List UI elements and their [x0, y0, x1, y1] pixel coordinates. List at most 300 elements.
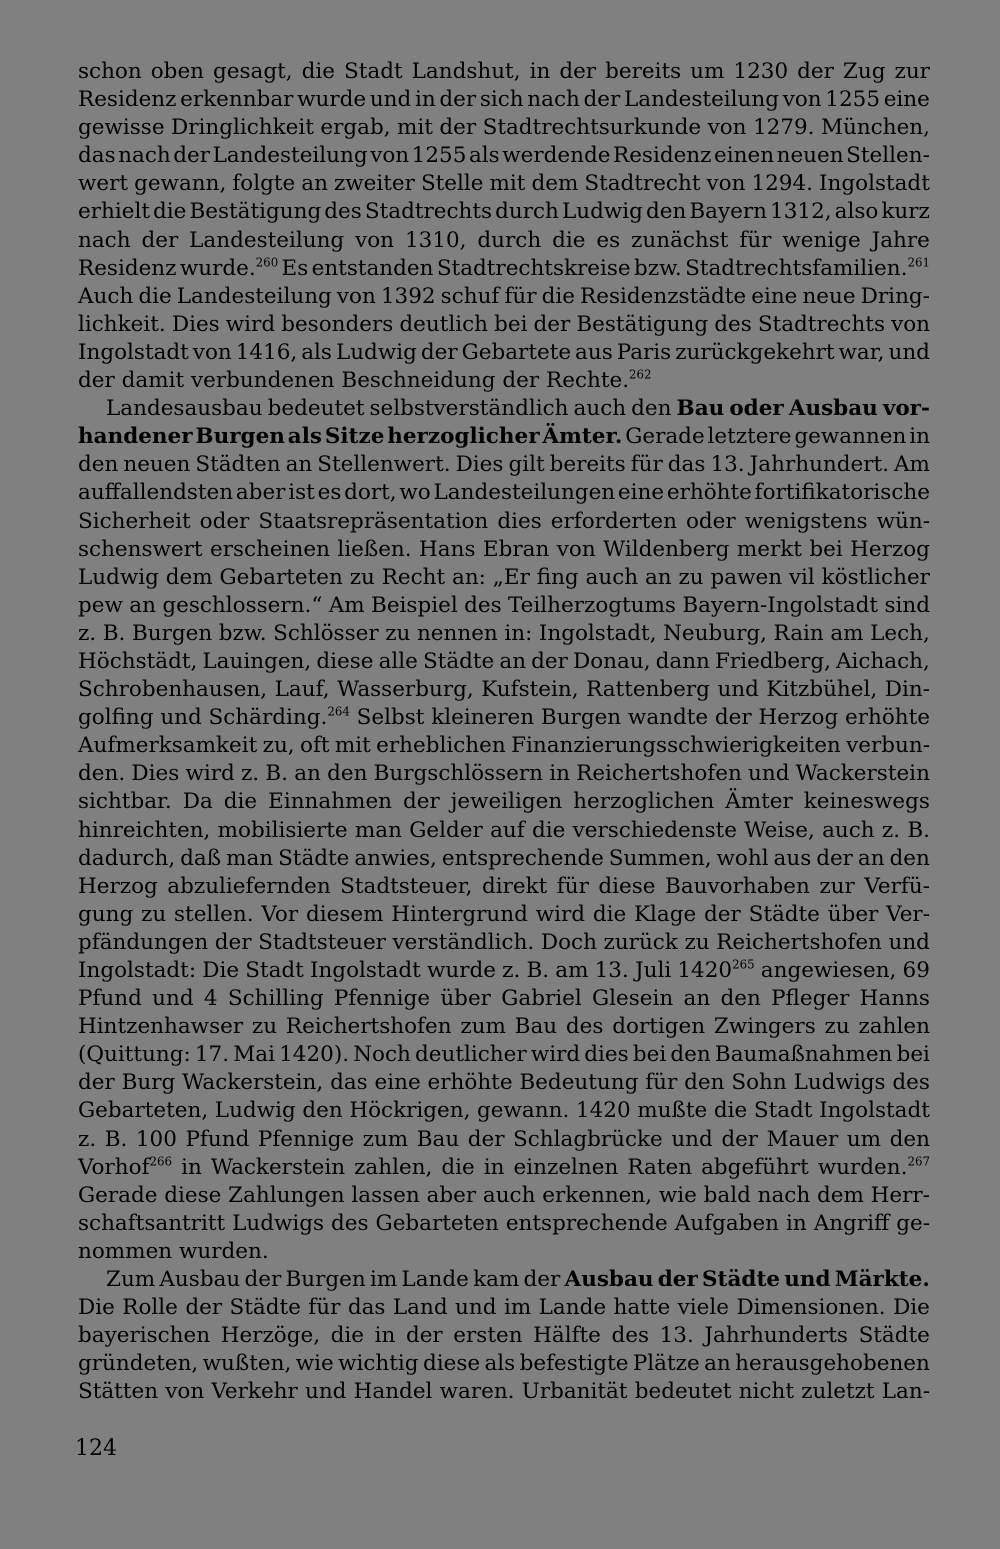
word: anwies,: [354, 845, 437, 871]
word: der: [704, 901, 741, 927]
word: der: [657, 1267, 698, 1293]
word: die: [441, 1154, 475, 1180]
word: Am: [328, 592, 365, 618]
word: vil: [788, 564, 815, 590]
word: mit: [489, 171, 526, 197]
footnote-ref: 266: [149, 1154, 173, 1169]
word: und: [784, 1267, 831, 1293]
word: für: [739, 227, 772, 253]
word: Kufstein,: [481, 677, 579, 703]
word: Recht: [381, 564, 446, 590]
text-line: [78, 760, 930, 788]
word: an: [301, 171, 328, 197]
text-line: [78, 114, 930, 142]
word: Städten: [195, 452, 281, 478]
word: an: [683, 986, 711, 1012]
word: bereits: [605, 59, 682, 84]
text-line: [78, 255, 930, 283]
word: zu: [141, 901, 167, 927]
word: erkennbar: [180, 87, 294, 113]
word: Lauf,: [274, 677, 330, 703]
text-line: [78, 1294, 930, 1322]
word: aus: [773, 845, 812, 871]
word: Pfennige: [257, 1126, 355, 1152]
word: gewann.: [477, 1098, 570, 1124]
word: die: [541, 283, 575, 309]
word: Gerade: [78, 1182, 158, 1208]
text-line: [78, 1097, 930, 1125]
word: Stadt: [753, 1098, 813, 1124]
word: Gabriel: [501, 986, 582, 1012]
text-line: [78, 1266, 930, 1294]
word: ersten: [453, 1323, 523, 1349]
word: und: [748, 761, 790, 787]
word: Die: [202, 958, 240, 983]
word: der: [816, 845, 853, 871]
word: die: [552, 227, 586, 253]
word: befestigte: [519, 1351, 629, 1377]
word: eine: [883, 87, 930, 113]
word: 13.: [710, 452, 745, 478]
word: fing: [536, 564, 579, 590]
word: wandte: [627, 705, 709, 731]
word: wußten,: [202, 1351, 292, 1377]
word: von: [355, 227, 395, 253]
word: Dies: [171, 311, 220, 337]
word: als: [287, 424, 322, 450]
word: den: [645, 199, 687, 225]
word: der: [523, 1267, 561, 1293]
footnote-ref: 262: [629, 367, 652, 382]
word: wird: [535, 901, 586, 927]
word: Kitzbühel,: [766, 677, 878, 703]
word: Burgen: [285, 1267, 366, 1293]
text-line: [78, 170, 930, 198]
word: z.: [240, 761, 260, 787]
word: nach: [78, 227, 131, 253]
word: als: [301, 339, 332, 365]
word: den: [684, 1070, 725, 1096]
word: gung: [78, 901, 134, 927]
word: lassen: [351, 1182, 420, 1208]
word: von: [891, 311, 930, 337]
word: Verfü-: [864, 873, 930, 899]
word: von: [556, 536, 596, 562]
word: den: [327, 761, 368, 787]
word: Da: [182, 789, 213, 815]
word: selbstverständlich: [369, 396, 569, 422]
word: Höckrigen,: [349, 1098, 471, 1124]
text-line: [78, 1182, 930, 1210]
word: die: [138, 283, 172, 309]
word: für: [645, 1070, 678, 1096]
word: Dimensionen.: [736, 1295, 886, 1321]
word: Plätze: [632, 1351, 700, 1377]
text-line: [78, 479, 930, 507]
text-line: [78, 704, 930, 732]
word: zur: [894, 59, 930, 84]
word: wohl: [716, 845, 769, 871]
word: Landesteilung: [212, 143, 368, 169]
word: Zug: [842, 59, 886, 84]
word: zurückgekehrt: [675, 339, 835, 365]
word: eine: [751, 283, 798, 309]
word: von: [370, 143, 410, 169]
word: Ludwig: [214, 1098, 296, 1124]
word: der: [141, 227, 179, 253]
word: von: [706, 171, 746, 197]
word: zum: [362, 1126, 409, 1152]
word: neue: [802, 283, 856, 309]
word: der: [531, 648, 568, 674]
word: Ludwigs: [793, 1070, 886, 1096]
word: z.: [881, 817, 901, 843]
word: ge-: [896, 1210, 930, 1236]
word: und: [671, 1126, 713, 1152]
word: der: [721, 1126, 759, 1152]
word: entsprechende: [505, 1210, 668, 1236]
word: dem: [531, 171, 579, 197]
word: zahlen: [858, 1014, 930, 1040]
text-line: [78, 339, 930, 367]
word: der: [583, 87, 621, 113]
word: nicht: [738, 1379, 794, 1405]
word: zunächst: [631, 227, 729, 253]
word: bzw.: [218, 620, 267, 646]
word: Pfleger: [771, 986, 850, 1012]
text-line: [78, 86, 930, 114]
word: Am: [894, 452, 930, 478]
word: dortigen: [612, 1014, 706, 1040]
word: an: [704, 1351, 731, 1377]
word: Vor: [261, 901, 299, 927]
word: Verkehr: [211, 1379, 298, 1405]
word: abgeführt: [701, 1154, 809, 1180]
word: ist: [288, 480, 315, 506]
word: entstanden: [311, 255, 434, 281]
word: kleineren: [431, 705, 535, 731]
word: war,: [838, 339, 885, 365]
word: den: [78, 452, 119, 478]
word: Reichertshofen: [576, 761, 742, 787]
word: besonders: [281, 311, 394, 337]
word: Stadtrechts: [364, 199, 493, 225]
word: dem: [816, 1182, 864, 1208]
word: Die: [893, 1295, 930, 1321]
word: verschiedenste: [572, 817, 737, 843]
footnote-ref: 265: [732, 957, 755, 972]
word: Hintergrund: [391, 901, 528, 927]
word: Schlösser: [273, 620, 379, 646]
word: waren.: [439, 1379, 515, 1405]
word: zweiter: [333, 171, 415, 197]
word: bedeutet: [634, 1379, 732, 1405]
text-line: [78, 1069, 930, 1097]
word: Ludwig: [335, 339, 417, 365]
word: Klage: [633, 901, 697, 927]
word: alle: [378, 648, 418, 674]
word: auch: [573, 396, 627, 422]
word: wün-: [876, 508, 930, 534]
word: Gelder: [409, 817, 483, 843]
text-line: [78, 620, 930, 648]
word: ergab,: [320, 115, 391, 141]
word: im: [369, 1267, 398, 1293]
word: keineswegs: [803, 789, 930, 815]
word: Bayern-Ingolstadt: [682, 592, 879, 618]
word: und: [888, 929, 930, 955]
word: „Er: [492, 564, 530, 590]
word: man: [226, 845, 274, 871]
word: Hans: [419, 536, 476, 562]
word: durch: [477, 227, 542, 253]
word: folgte: [232, 171, 296, 197]
word: Städte: [229, 1295, 301, 1321]
word: Ebran: [482, 536, 550, 562]
word: 1392: [380, 283, 436, 309]
word: wird: [185, 761, 235, 787]
word: Residenzstädte: [580, 283, 747, 309]
word: Märkte.: [834, 1267, 930, 1293]
word: kam: [473, 1267, 520, 1293]
word: 1416,: [235, 339, 298, 365]
word: wenige: [782, 227, 861, 253]
word: Beispiel: [371, 592, 458, 618]
word: die: [330, 1323, 365, 1349]
word: der: [797, 59, 834, 84]
word: den: [302, 1098, 343, 1124]
word: Staatsrepräsentation: [258, 508, 489, 534]
word: Selbst: [356, 705, 425, 731]
text-line: [78, 451, 930, 479]
word: von: [782, 87, 822, 113]
word: der: [244, 1267, 282, 1293]
word: Residenz: [613, 143, 712, 169]
text-line: [78, 564, 930, 592]
word: angewiesen,: [760, 958, 897, 983]
word: und: [455, 1295, 497, 1321]
word: der: [559, 59, 597, 84]
word: Vorhof$^{266}$: [78, 1154, 173, 1180]
word: den: [670, 1042, 711, 1068]
word: letztere: [707, 424, 792, 450]
word: Landesteilung: [189, 227, 345, 253]
word: Angriff: [813, 1210, 890, 1236]
text-line: [78, 58, 930, 86]
word: des: [611, 1323, 650, 1349]
word: zu: [824, 1014, 850, 1040]
word: Jahrhunderts: [704, 1323, 848, 1349]
word: bei: [494, 311, 528, 337]
word: Sitze: [324, 424, 385, 450]
word: dies: [584, 1042, 629, 1068]
text-line: [78, 1013, 930, 1041]
word: in: [414, 87, 436, 113]
word: mit: [334, 733, 371, 759]
word: Gebarteten: [375, 1210, 499, 1236]
word: Zum: [106, 1267, 156, 1293]
word: Herzog: [850, 536, 930, 562]
word: Lan-: [881, 1379, 930, 1405]
word: einen: [714, 143, 775, 169]
word: bei: [809, 536, 843, 562]
word: Land: [392, 1295, 448, 1321]
word: Jahre: [871, 227, 930, 253]
body-text: [78, 58, 930, 1407]
word: von: [165, 1379, 205, 1405]
word: und: [369, 87, 412, 113]
word: Finanzierungsschwierigkeiten: [511, 733, 841, 759]
word: Herzog: [78, 873, 158, 899]
word: kurz: [881, 199, 930, 225]
word: neuen: [123, 452, 191, 478]
word: auffallendsten: [78, 480, 234, 506]
word: Landesteilungen: [433, 480, 616, 506]
word: zu: [678, 564, 704, 590]
word: Wasserburg,: [337, 677, 474, 703]
word: Bau: [514, 1014, 558, 1040]
word: Gebarteten: [219, 564, 343, 590]
word: B.: [102, 620, 126, 646]
word: 1255: [825, 87, 881, 113]
word: den.: [78, 761, 126, 787]
word: Donau,: [573, 648, 651, 674]
word: nach: [118, 143, 171, 169]
word: Ludwig: [78, 564, 159, 590]
text-line: [78, 732, 930, 760]
word: schenswert: [78, 536, 203, 562]
word: pew: [78, 592, 123, 618]
word: oben: [150, 59, 205, 84]
word: erhielt: [78, 199, 150, 225]
word: Rolle: [122, 1295, 178, 1321]
word: zu: [349, 564, 375, 590]
word: in: [483, 1154, 505, 1180]
word: Ingolstadt: [819, 1098, 930, 1124]
text-line: [78, 1126, 930, 1154]
word: an:: [452, 564, 486, 590]
word: erforderten: [550, 508, 677, 534]
text-line: [78, 648, 930, 676]
word: Bayern: [689, 199, 767, 225]
footnote-ref: 260: [255, 255, 279, 270]
word: des: [565, 1014, 604, 1040]
word: Auch: [78, 283, 134, 309]
text-line: [78, 929, 930, 957]
word: einzelnen: [513, 1154, 619, 1180]
word: die: [713, 1098, 748, 1124]
word: Wackerstein: [795, 761, 930, 787]
word: gewannen: [794, 424, 907, 450]
word: wird: [530, 1042, 581, 1068]
word: neuen: [776, 143, 844, 169]
word: als: [468, 143, 500, 169]
text-line: [78, 873, 930, 901]
word: Dies: [131, 761, 180, 787]
word: Landesteilung: [176, 283, 332, 309]
word: Es: [281, 255, 309, 281]
word: Landshut,: [411, 59, 521, 84]
word: bedeutet: [267, 396, 365, 422]
word: z.: [502, 958, 521, 983]
word: gründeten,: [78, 1351, 199, 1377]
word: pfändungen: [78, 929, 209, 955]
word: erhöhte: [844, 705, 930, 731]
word: Dies: [455, 452, 504, 478]
word: den: [631, 396, 672, 422]
word: mit: [397, 115, 433, 141]
word: für: [630, 452, 663, 478]
word: Pfund: [78, 986, 142, 1012]
word: Lande: [538, 1295, 607, 1321]
word: Bau: [416, 1126, 460, 1152]
word: und: [717, 677, 759, 703]
word: sichtbar.: [78, 789, 172, 815]
word: eine: [374, 1070, 421, 1096]
word: der: [467, 1126, 505, 1152]
word: durch: [495, 199, 559, 225]
text-line: [78, 395, 930, 423]
word: Ingolstadt: [309, 958, 421, 983]
word: als: [484, 1351, 516, 1377]
word: wurde: [297, 87, 367, 113]
word: Mauer: [766, 1126, 839, 1152]
word: den: [720, 986, 761, 1012]
word: geschlossern.“: [162, 592, 323, 618]
word: Bau: [676, 396, 725, 422]
word: B.: [265, 761, 288, 787]
word: es: [596, 227, 621, 253]
word: damit: [121, 368, 185, 394]
word: 1294.: [751, 171, 813, 197]
word: Die: [78, 1295, 115, 1321]
word: Hanns: [859, 986, 930, 1012]
word: die: [301, 59, 335, 84]
word: B.: [526, 958, 550, 983]
word: auch: [585, 564, 639, 590]
word: um: [846, 1126, 882, 1152]
word: Schrobenhausen,: [78, 677, 268, 703]
word: Handel: [353, 1379, 433, 1405]
word: 1420$^{265}$: [677, 957, 755, 983]
word: dies: [497, 508, 542, 534]
word: Gerade: [625, 424, 705, 450]
word: der: [439, 115, 477, 141]
word: Stätten: [78, 1379, 159, 1405]
word: Glesein: [592, 986, 674, 1012]
word: Stadt: [245, 958, 304, 983]
word: schuf: [440, 283, 500, 309]
word: Jahrhundert.: [749, 452, 889, 478]
word: in: [374, 1323, 396, 1349]
word: Rattenberg: [586, 677, 710, 703]
word: erheblichen: [376, 733, 506, 759]
word: des: [892, 1070, 930, 1096]
word: wird: [225, 311, 276, 337]
word: abzuliefernden: [167, 873, 331, 899]
word: wert: [78, 171, 129, 197]
word: Sohn: [731, 1070, 787, 1096]
word: Residenz: [78, 87, 177, 113]
word: die: [153, 199, 187, 225]
word: Burgen: [131, 620, 213, 646]
word: Landesausbau: [106, 396, 263, 422]
word: Stadt: [344, 59, 403, 84]
word: Ingolstadt:: [78, 958, 197, 983]
word: werdende: [502, 143, 611, 169]
word: Baumaßnahmen: [714, 1042, 893, 1068]
text-line: [78, 311, 930, 339]
